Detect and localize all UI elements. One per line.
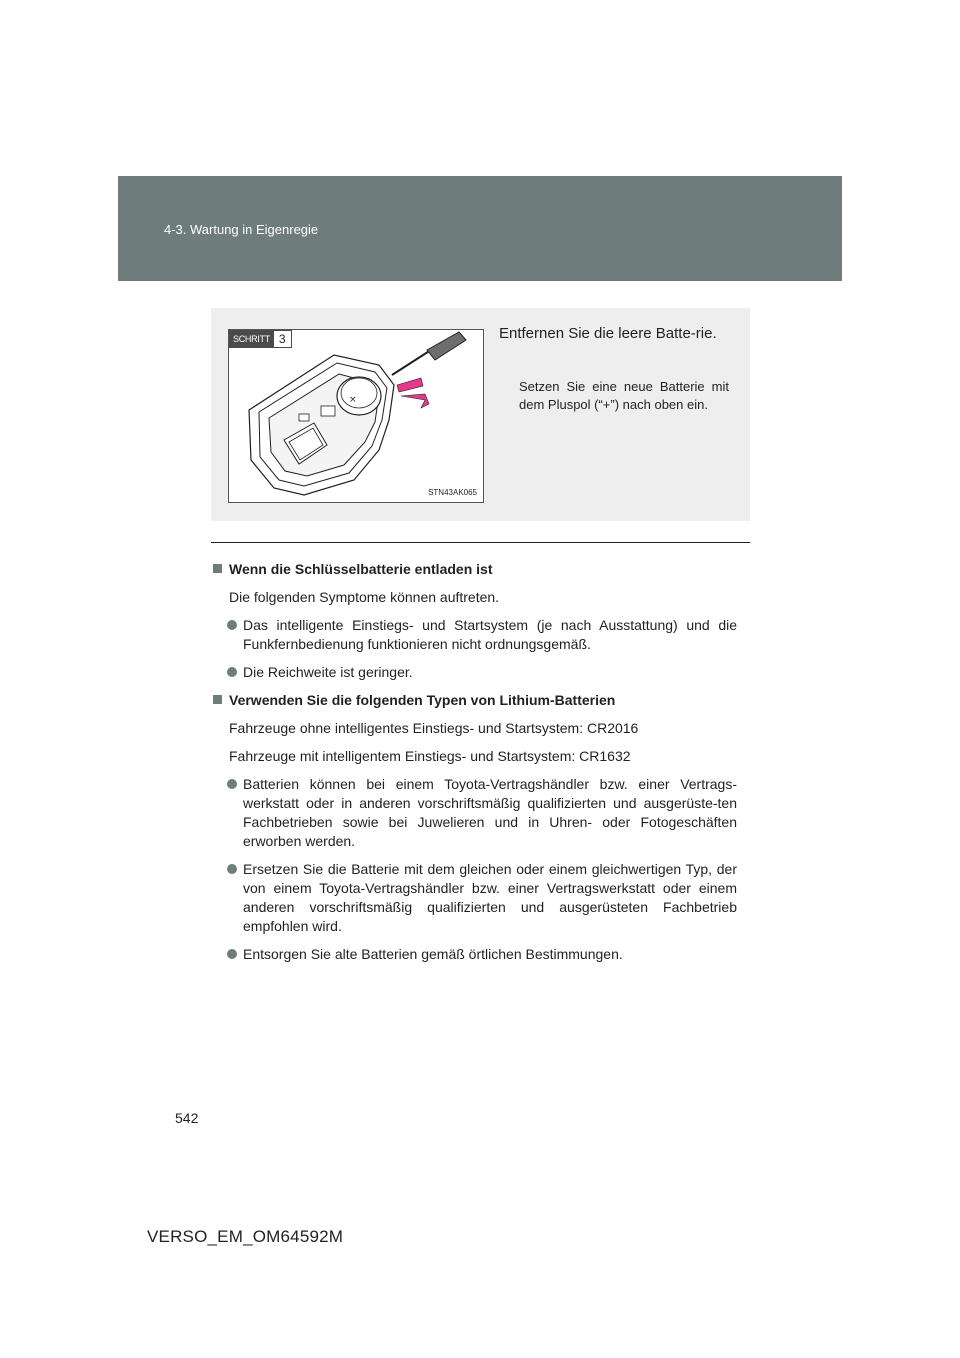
list-item: [213, 616, 737, 654]
step-instruction: Entfernen Sie die leere Batte-rie.: [499, 325, 717, 342]
list-item-text: Batterien können bei einem Toyota-Vertragshändler bzw. einer Vertrags-werkstatt oder in anderen vorschriftsmäßig qualifizierten und ausgerüste-ten Fachbetrieben sowie bei Juwelieren und in Uhren- oder Fotogeschäften erworben werden.: [243, 776, 737, 849]
section-header-band: [118, 176, 842, 281]
battery-low-heading: [213, 560, 737, 579]
round-bullet-icon: [227, 667, 237, 677]
section-title: 4-3. Wartung in Eigenregie: [164, 222, 319, 237]
list-item: [213, 775, 737, 851]
battery-low-title: Wenn die Schlüsselbatterie entladen ist: [229, 561, 493, 577]
list-item-text: Ersetzen Sie die Batterie mit dem gleichen oder einem gleichwertigen Typ, der von einem Toyota-Vertragshändler bzw. einer Vertragswerkstatt oder einem anderen vorschriftsmäßig qualifizierten und ausgerüsteten Fachbetrieb empfohlen wird.: [243, 861, 737, 934]
battery-types-title: Verwenden Sie die folgenden Typen von Lithium-Batterien: [229, 692, 616, 708]
figure-code: STN43AK065: [428, 488, 477, 497]
list-item: [213, 663, 737, 682]
step-note: Setzen Sie eine neue Batterie mit dem Pluspol (“+”) nach oben ein.: [519, 379, 729, 412]
step-box: [211, 308, 750, 521]
step-number: 3: [274, 330, 292, 348]
square-bullet-icon: [213, 564, 222, 573]
key-fob-drawing: [229, 330, 483, 502]
page-number: 542: [175, 1110, 199, 1126]
battery-type-line: Fahrzeuge mit intelligentem Einstiegs- und Startsystem: CR1632: [229, 748, 631, 764]
svg-text:×: ×: [349, 395, 357, 405]
battery-type-line: Fahrzeuge ohne intelligentes Einstiegs- und Startsystem: CR2016: [229, 720, 639, 736]
square-bullet-icon: [213, 695, 222, 704]
round-bullet-icon: [227, 949, 237, 959]
step-badge-label: SCHRITT: [229, 330, 274, 348]
battery-removal-illustration: [228, 329, 484, 503]
list-item-text: Entsorgen Sie alte Batterien gemäß örtlichen Bestimmungen.: [243, 946, 623, 962]
list-item-text: Das intelligente Einstiegs- und Startsystem (je nach Ausstattung) und die Funkfernbedienung funktionieren nicht ordnungsgemäß.: [243, 617, 737, 652]
battery-low-intro: Die folgenden Symptome können auftreten.: [229, 589, 500, 605]
list-item-text: Die Reichweite ist geringer.: [243, 664, 413, 680]
list-item: [213, 860, 737, 936]
document-code: VERSO_EM_OM64592M: [147, 1227, 344, 1246]
step-badge: [229, 330, 292, 348]
round-bullet-icon: [227, 620, 237, 630]
round-bullet-icon: [227, 779, 237, 789]
section-divider: [211, 542, 750, 543]
battery-types-heading: [213, 691, 737, 710]
info-content: [213, 560, 737, 973]
round-bullet-icon: [227, 864, 237, 874]
list-item: [213, 945, 737, 964]
